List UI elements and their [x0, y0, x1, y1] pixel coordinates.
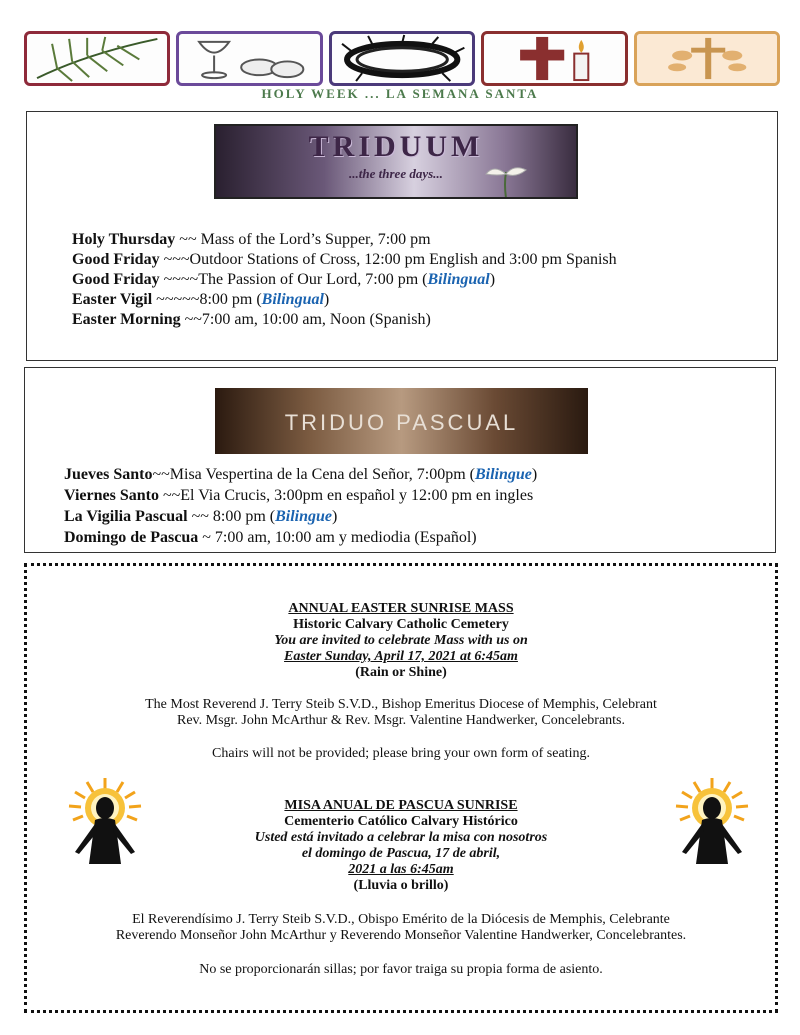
sunrise-weather-en: (Rain or Shine) [355, 665, 447, 680]
sunrise-heading-en: ANNUAL EASTER SUNRISE MASS [288, 601, 514, 616]
sunrise-location-en: Historic Calvary Catholic Cemetery [293, 617, 509, 632]
schedule-row: Holy Thursday ~~ Mass of the Lord’s Supper, 7:00 pm [72, 231, 431, 248]
sunrise-invite-en: You are invited to celebrate Mass with us on [274, 633, 528, 648]
sunrise-concelebrants-es: Reverendo Monseñor John McArthur y Reverendo Monseñor Valentine Handwerker, Concelebrantes. [115, 928, 687, 943]
holy-week-banner [24, 31, 780, 86]
sunrise-concelebrants-en: Rev. Msgr. John McArthur & Rev. Msgr. Valentine Handwerker, Concelebrants. [176, 713, 625, 728]
sunrise-date-en: Easter Sunday, April 17, 2021 at 6:45am [284, 649, 518, 664]
bilingue-tag: Bilingue [275, 508, 333, 525]
english-schedule [72, 230, 617, 330]
bilingual-tag: Bilingual [261, 291, 324, 308]
sunrise-date-es-line1: el domingo de Pascua, 17 de abril, [301, 846, 501, 861]
palm-icon [24, 31, 170, 86]
schedule-row: Viernes Santo ~~El Via Crucis, 3:00pm en español y 12:00 pm en ingles [64, 487, 534, 504]
schedule-row: La Vigilia Pascual ~~ 8:00 pm (Bilingue) [64, 508, 338, 525]
schedule-row: Easter Vigil ~~~~~8:00 pm (Bilingual) [72, 291, 330, 308]
lily-cross-icon [634, 31, 780, 86]
bilingual-tag: Bilingual [427, 271, 490, 288]
sunrise-invite-es: Usted está invitado a celebrar la misa con nosotros [254, 830, 548, 845]
sunrise-mass-box [24, 563, 778, 1013]
banner-caption: HOLY WEEK ... LA SEMANA SANTA [261, 86, 539, 101]
chalice-icon [176, 31, 322, 86]
sunrise-chairs-es: No se proporcionarán sillas; por favor traiga su propia forma de asiento. [199, 962, 603, 977]
triduo-image [215, 388, 588, 454]
sunrise-date-es-line2: 2021 a las 6:45am [348, 862, 454, 877]
sunrise-location-es: Cementerio Católico Calvary Histórico [284, 814, 518, 829]
sunrise-celebrant-en: The Most Reverend J. Terry Steib S.V.D., Bishop Emeritus Diocese of Memphis, Celebrant [145, 697, 657, 712]
cross-candle-icon [481, 31, 627, 86]
triduum-image [214, 124, 578, 199]
sunrise-celebrant-es: El Reverendísimo J. Terry Steib S.V.D., Obispo Emérito de la Diócesis de Memphis, Celebrante [132, 912, 670, 927]
crown-of-thorns-icon [329, 31, 475, 86]
triduum-image-subtitle: ...the three days... [349, 166, 443, 181]
lily-icon [476, 164, 536, 198]
sunrise-weather-es: (Lluvia o brillo) [353, 878, 449, 893]
schedule-row: Good Friday ~~~~The Passion of Our Lord, 7:00 pm (Bilingual) [72, 271, 496, 288]
schedule-row: Domingo de Pascua ~ 7:00 am, 10:00 am y mediodia (Español) [64, 529, 477, 546]
spanish-schedule [64, 464, 537, 548]
sunrise-heading-es: MISA ANUAL DE PASCUA SUNRISE [284, 798, 518, 813]
triduo-schedule-box [24, 367, 776, 553]
triduum-image-title: TRIDUUM [308, 130, 484, 163]
sunrise-chairs-en: Chairs will not be provided; please bring your own form of seating. [212, 746, 590, 761]
bilingue-tag: Bilingue [474, 466, 532, 483]
triduum-schedule-box [26, 111, 778, 361]
schedule-row: Good Friday ~~~Outdoor Stations of Cross, 12:00 pm English and 3:00 pm Spanish [72, 251, 617, 268]
schedule-row: Jueves Santo~~Misa Vespertina de la Cena del Señor, 7:00pm (Bilingue) [64, 466, 538, 483]
triduo-image-title: TRIDUO PASCUAL [284, 410, 519, 435]
schedule-row: Easter Morning ~~7:00 am, 10:00 am, Noon (Spanish) [72, 311, 431, 328]
